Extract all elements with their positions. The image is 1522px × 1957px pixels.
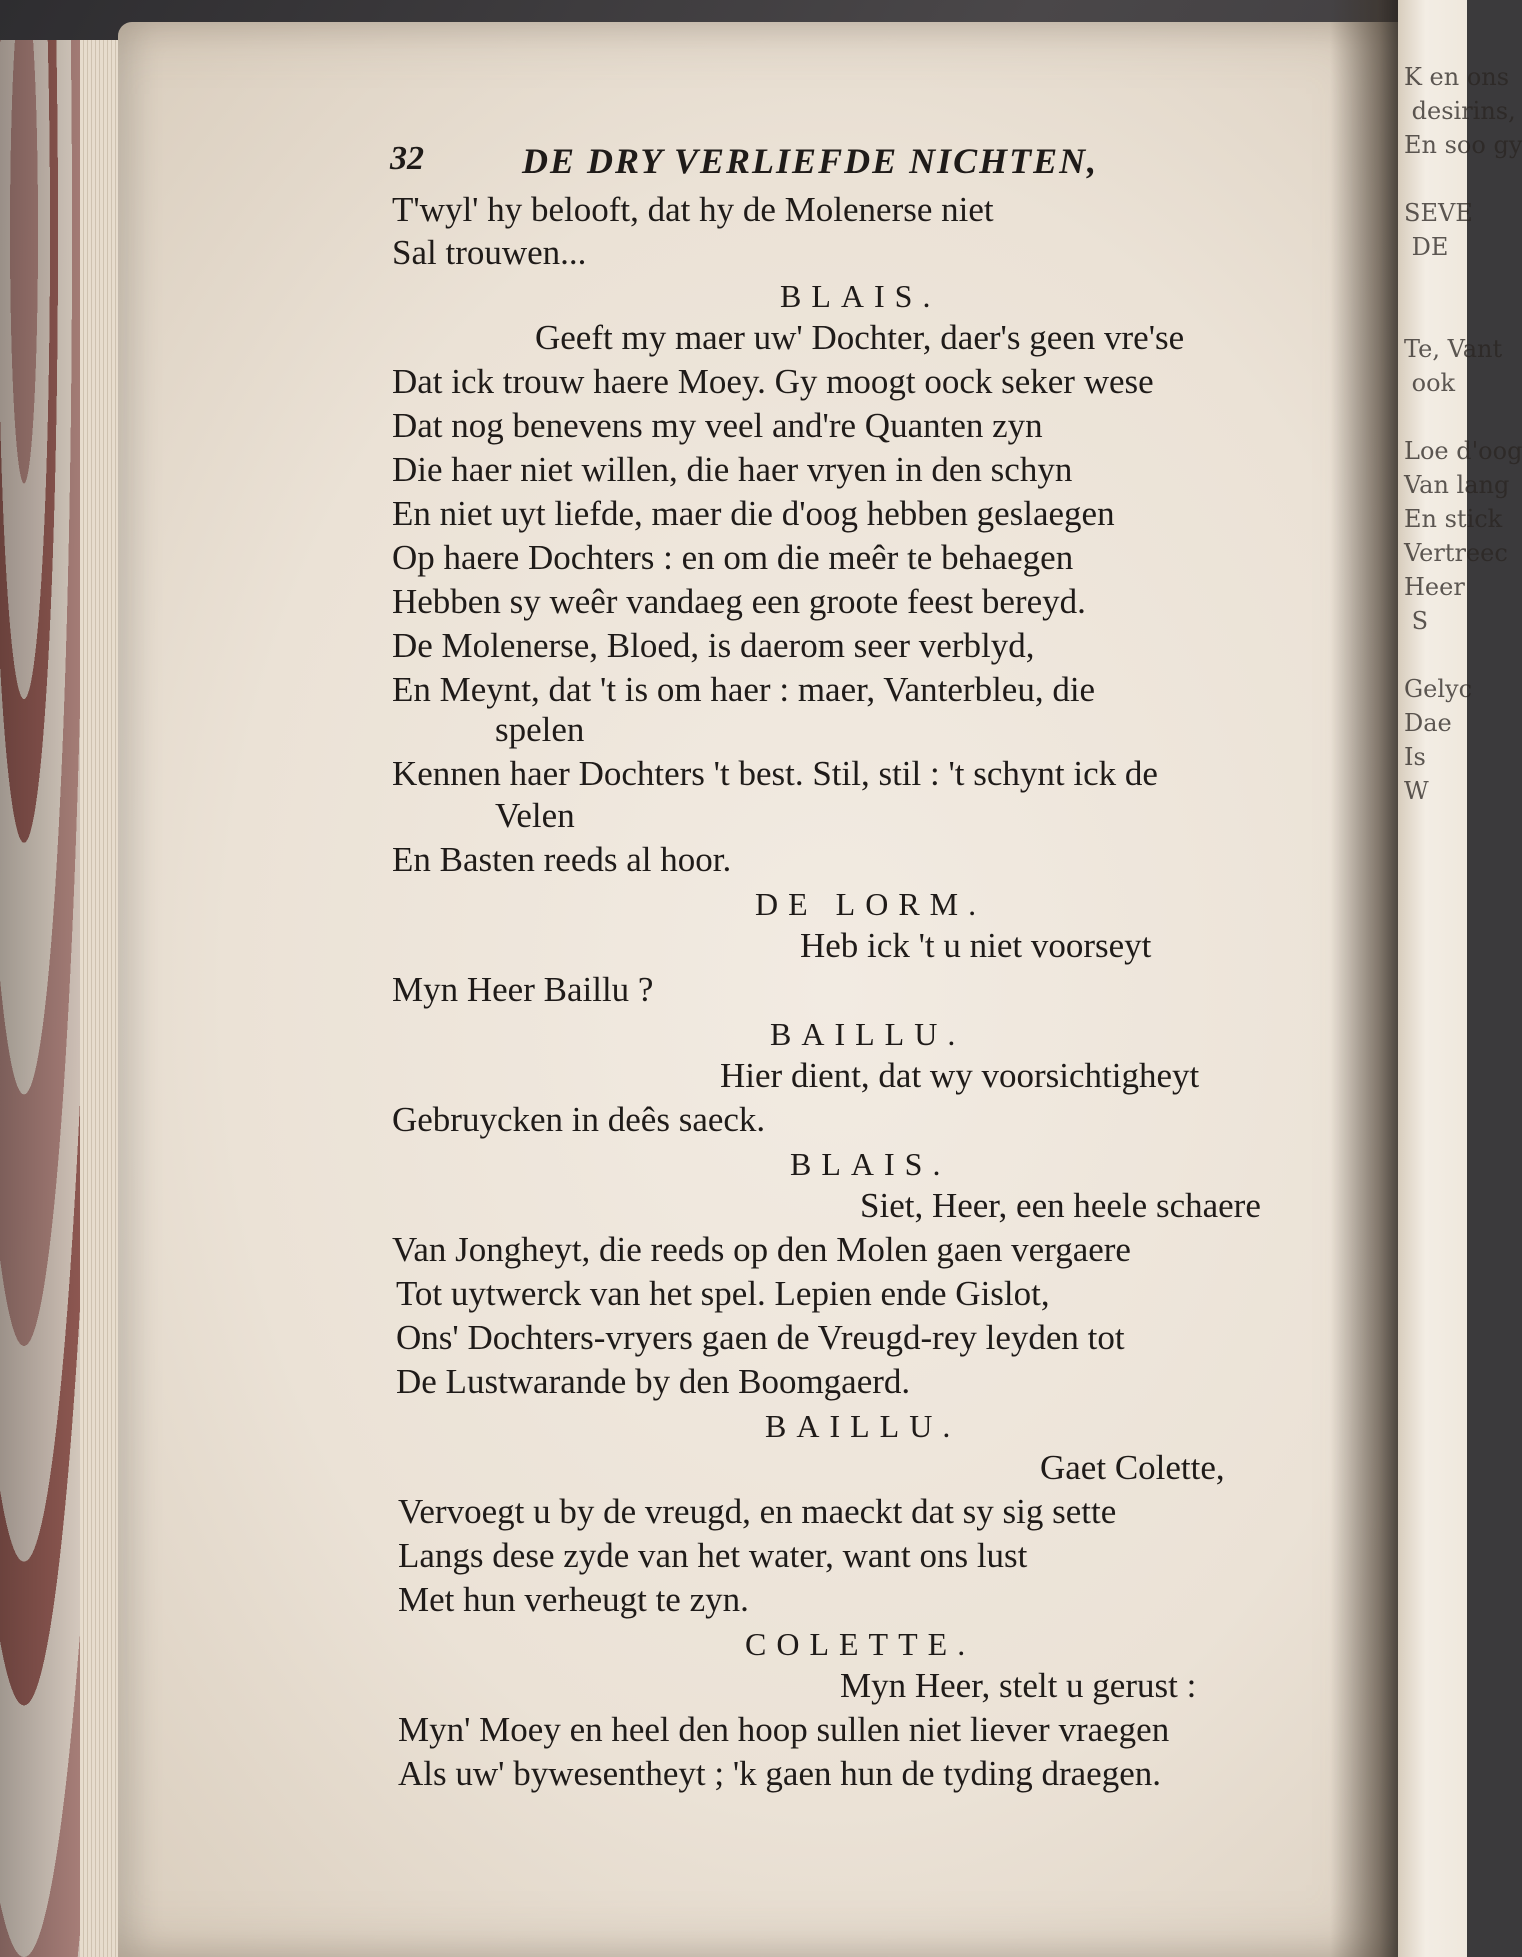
verse-line: Geeft my maer uw' Dochter, daer's geen vre'se [535,318,1185,357]
verse-line: Myn Heer Baillu ? [392,970,654,1009]
verse-line: Langs dese zyde van het water, want ons lust [398,1536,1028,1575]
verse-line: Dat nog benevens my veel and're Quanten zyn [392,406,1043,445]
verse-line: Myn' Moey en heel den hoop sullen niet liever vraegen [398,1710,1170,1749]
speaker-name: BAILLU. [770,1016,966,1052]
page-header [390,140,1370,186]
verse-line: Siet, Heer, een heele schaere [860,1186,1261,1225]
facing-page [1398,0,1522,1957]
verse-line: Vervoegt u by de vreugd, en maeckt dat sy sig sette [398,1492,1117,1531]
verse-line: Sal trouwen... [392,233,587,272]
verse-line: Myn Heer, stelt u gerust : [840,1666,1197,1705]
verse-line: Gaet Colette, [1040,1448,1225,1487]
verse-line: De Molenerse, Bloed, is daerom seer verblyd, [392,626,1035,665]
speaker-name: DE LORM. [755,886,987,922]
verse-line: T'wyl' hy belooft, dat hy de Molenerse niet [392,190,994,229]
verse-line: En Meynt, dat 't is om haer : maer, Vanterbleu, die [392,670,1096,709]
verse-line: Hebben sy weêr vandaeg een groote feest bereyd. [392,582,1086,621]
running-head: DE DRY VERLIEFDE NICHTEN, [522,141,1099,181]
speaker-name: BLAIS. [780,278,941,314]
verse-line: Hier dient, dat wy voorsichtigheyt [720,1056,1200,1095]
book-page [118,22,1418,1957]
page-number: 32 [390,140,424,177]
verse-line: Heb ick 't u niet voorseyt [800,926,1152,965]
verse-line: Als uw' bywesentheyt ; 'k gaen hun de tyding draegen. [398,1754,1161,1793]
verse-line: Gebruycken in deês saeck. [392,1100,766,1139]
facing-page-text: K en ons desirins, En soo gy SEVE DE Te, Vant ook Loe d'oog Van lang En stick Vertreec Heer S Gelyc Dae Is W [1404,63,1522,805]
verse-line: En niet uyt liefde, maer die d'oog hebben geslaegen [392,494,1115,533]
gutter-shadow [1330,0,1400,1957]
verse-line: Tot uytwerck van het spel. Lepien ende Gislot, [396,1274,1050,1313]
verse-line: Met hun verheugt te zyn. [398,1580,749,1619]
verse-line: Velen [495,796,575,835]
speaker-name: BLAIS. [790,1146,951,1182]
verse-line: Dat ick trouw haere Moey. Gy moogt oock seker wese [392,362,1154,401]
verse-line: Van Jongheyt, die reeds op den Molen gaen vergaere [392,1230,1131,1269]
verse-line: De Lustwarande by den Boomgaerd. [396,1362,911,1401]
verse-line: spelen [495,710,585,749]
verse-line: Kennen haer Dochters 't best. Stil, stil : 't schynt ick de [392,754,1158,793]
verse-line: Ons' Dochters-vryers gaen de Vreugd-rey leyden tot [396,1318,1125,1357]
verse-line: Op haere Dochters : en om die meêr te behaegen [392,538,1074,577]
verse-line: Die haer niet willen, die haer vryen in den schyn [392,450,1073,489]
verse-line: En Basten reeds al hoor. [392,840,732,879]
speaker-name: BAILLU. [765,1408,961,1444]
speaker-name: COLETTE. [745,1626,976,1662]
